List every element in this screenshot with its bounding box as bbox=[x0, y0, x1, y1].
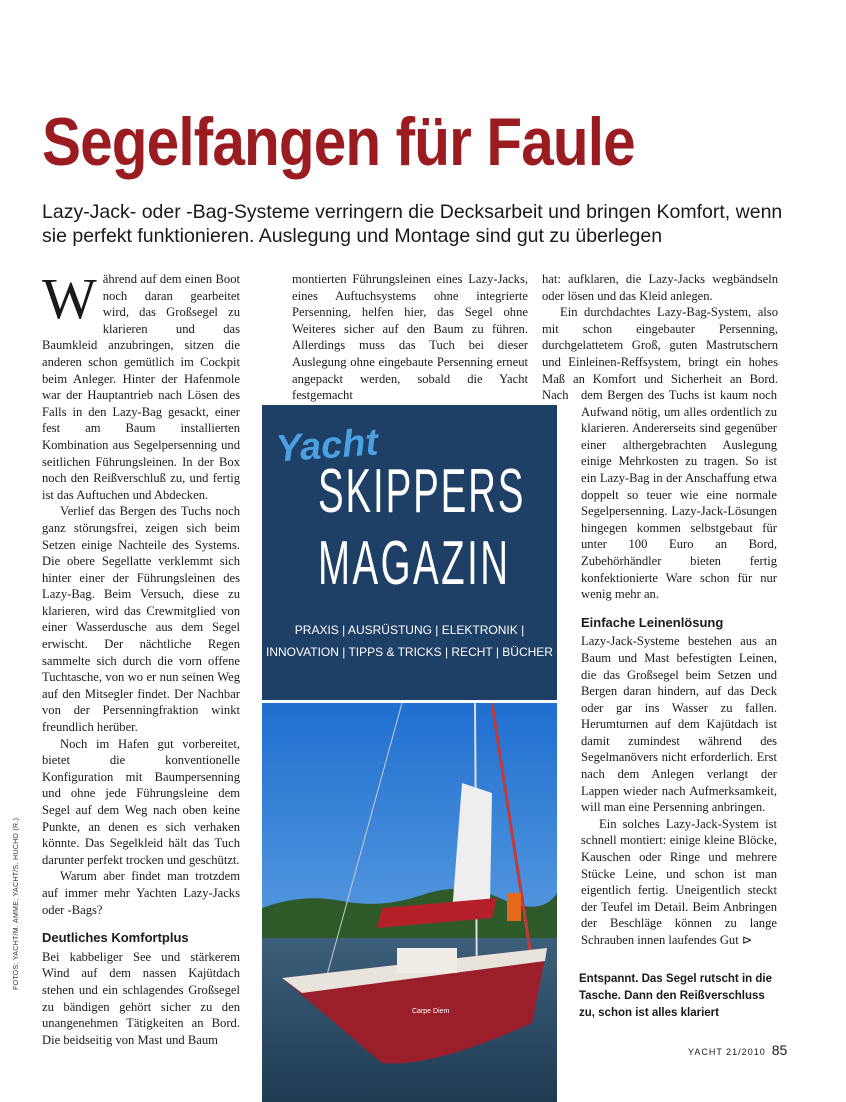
text-column-3-top bbox=[542, 271, 778, 404]
hull-name: Carpe Diem bbox=[412, 1008, 450, 1015]
skippers-magazin-ad bbox=[262, 405, 557, 700]
ad-title-line-1: SKIPPERS bbox=[318, 457, 526, 526]
text-column-1 bbox=[42, 266, 240, 1048]
cabin bbox=[397, 948, 457, 973]
magazine-issue: YACHT 21/2010 bbox=[688, 1047, 766, 1057]
ad-title-line-2: MAGAZIN bbox=[318, 529, 511, 598]
paragraph: Lazy-Jack-Systeme bestehen aus an Baum und Mast befestigten Leinen, die das Großsegel beim Setzen und Bergen daran hindern, auf das Deck oder gar ins Wasser zu fallen. Herumturnen auf dem Kajütdach ist damit zumindest während des Segelmanövers nicht erforderlich. Erst nach dem Anlegen verlangt der Lappen wieder nach Aufmerksamkeit, will man eine Persenning anbringen. bbox=[581, 634, 777, 815]
article-title: Segelfangen für Faule bbox=[42, 104, 635, 180]
sailboat-illustration bbox=[262, 703, 557, 1102]
photo-caption: Entspannt. Das Segel rutscht in die Tasche. Dann den Reißverschluss zu, schon ist alles klariert bbox=[579, 973, 772, 1019]
text-column-3 bbox=[581, 387, 777, 949]
article-subtitle: Lazy-Jack- oder -Bag-Systeme verringern die Decksarbeit und bringen Komfort, wenn sie perfekt funktionieren. Auslegung und Montage sind gut zu überlegen bbox=[42, 201, 783, 247]
paragraph: Warum aber findet man trotzdem auf immer mehr Yachten Lazy-Jacks oder -Bags? bbox=[42, 869, 240, 917]
paragraph: hat: aufklaren, die Lazy-Jacks wegbändseln oder lösen und das Kleid anlegen. bbox=[542, 272, 778, 303]
paragraph: Verlief das Bergen des Tuchs noch ganz störungsfrei, zeigen sich beim Setzen einige Nachteile des Systems. Die obere Segellatte verklemmt sich hinter einer der Führungsleinen des Lazy-Bag. Beim Versuch, diese zu klarieren, wird das Crewmitglied von einer Wasserdusche aus dem Segel erwischt. Der nächtliche Regen sammelte sich durch die vorn offene Tuchtasche, von wo er nun seinen Weg auf den Mitsegler findet. Der Nachbar von der Persenningfraktion winkt freundlich herüber. bbox=[42, 504, 240, 735]
paragraph: Ein durchdachtes Lazy-Bag-System, also mit schon eingebauter Persenning, durchgelattetem Groß, guten Mastrutschern und Einleinen-Reffsystem, bringt ein hohes Maß an Komfort und Sicherheit an Bord. Nach bbox=[542, 305, 778, 403]
ad-topics-line-2: INNOVATION | TIPPS & TRICKS | RECHT | BÜCHER bbox=[266, 645, 553, 659]
yacht-logo: Yacht bbox=[274, 421, 380, 471]
paragraph: montierten Führungsleinen eines Lazy-Jacks, eines Auftuchsystems ohne integrierte Persenning, helfen hier, das Segel ohne Weiteres sicher auf den Baum zu führen. Allerdings muss das Tuch bei dieser Auslegung ohne eingebaute Persenning erneut angepackt werden, sobald die Yacht festgemacht bbox=[292, 272, 528, 403]
sailboat-photo bbox=[262, 703, 557, 1102]
page-footer bbox=[688, 1042, 787, 1060]
ad-topics-line-1: PRAXIS | AUSRÜSTUNG | ELEKTRONIK | bbox=[294, 623, 525, 637]
section-heading: Deutliches Komfortplus bbox=[42, 930, 189, 946]
section-heading: Einfache Leinenlösung bbox=[581, 614, 724, 630]
paragraph: Ein solches Lazy-Jack-System ist schnell montiert: einige kleine Blöcke, Kauschen oder Ringe und mehrere Stücke Leine, und schon ist man eigentlich fertig. Uneigentlich steckt der Teufel im Detail. Beim Anbringen der Beschläge können zu lange Schrauben innen laufendes Gut ⊳ bbox=[581, 816, 777, 947]
paragraph: Noch im Hafen gut vorbereitet, bietet die konventionelle Konfiguration mit Baumpersenning und ohne jede Führungsleine dem Segel auf dem Weg nach oben keine Punkte, an denen es sich verhaken könnte. Das Segelkleid hält das Tuch darunter perfekt trocken und geschützt. bbox=[42, 736, 240, 867]
paragraph: Bei kabbeliger See und stärkerem Wind auf dem nassen Kajütdach stehen und ein schlagendes Großsegel zu bändigen gehört sicher zu den unangenehmen Tätigkeiten an Bord. Die beidseitig von Mast und Baum bbox=[42, 949, 240, 1047]
page-number: 85 bbox=[771, 1042, 788, 1058]
text-column-2 bbox=[292, 271, 528, 404]
photo-credit: FOTOS: YACHT/M. AMME; YACHT/S. HUCHO (R.) bbox=[13, 817, 20, 990]
paragraph: dem Bergen des Tuchs ist kaum noch Aufwand nötig, um alles ordentlich zu klarieren. Andererseits sind gegenüber einer althergebrachten Auslegung einige Mehrkosten zu tragen. So ist ein Lazy-Bag in der Anschaffung etwa doppelt so teuer wie eine normale Segelpersenning. Lazy-Jack-Lösungen hingegen kommen selbstgebaut für unter 100 Euro an Bord, Zubehörhändler bieten fertig konfektionierte Ware schon für nur wenig mehr an. bbox=[581, 388, 777, 602]
paragraph: Während auf dem einen Boot noch daran gearbeitet wird, das Großsegel zu klarieren und das Baumkleid anzubringen, sitzen die anderen schon gemütlich im Cockpit beim Anleger. Hinter der Hafenmole war der Hauptantrieb nach Lösen des Falls in den Lazy-Bag gesackt, einer fest am Baum installierten Kombination aus Segelpersenning und seitlichen Führungsleinen. In der Box noch den Reißverschluß zu, und fertig ist das Auftuchen und Abdecken. bbox=[42, 266, 240, 502]
drop-cap: W bbox=[42, 266, 97, 331]
crew-member bbox=[507, 893, 521, 921]
